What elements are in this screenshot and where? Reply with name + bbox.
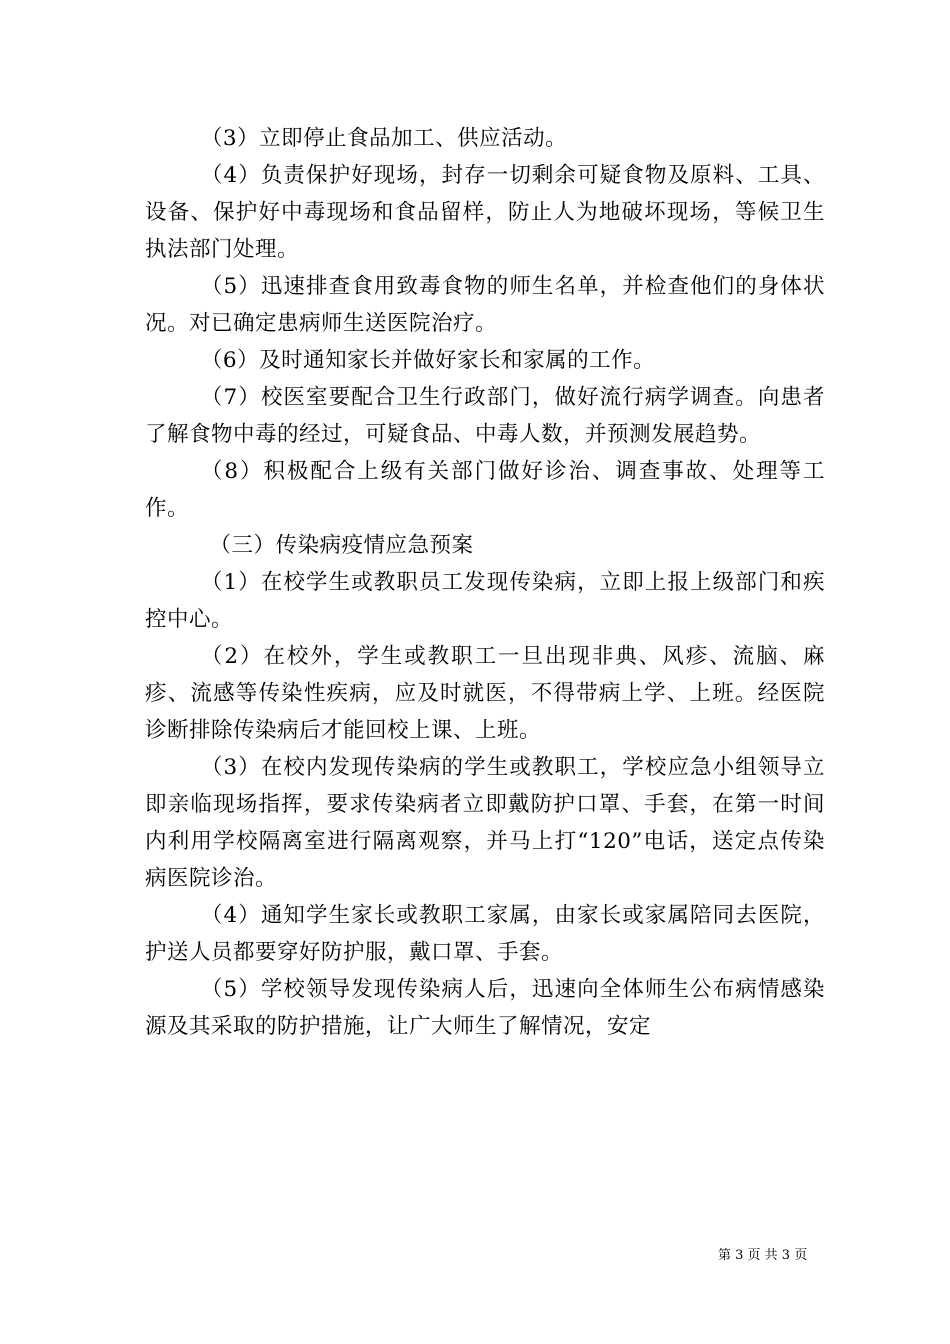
paragraph-notify-family: （4）通知学生家长或教职工家属，由家长或家属陪同去医院，护送人员都要穿好防护服，戴口罩、手套。 [145,903,825,965]
paragraph-cooperate-authorities: （8）积极配合上级有关部门做好诊治、调查事故、处理等工作。 [145,459,825,521]
paragraph-notify-parents: （6）及时通知家长并做好家长和家属的工作。 [200,348,656,373]
section-heading-infectious-disease: （三）传染病疫情应急预案 [209,533,474,558]
document-body [145,120,825,1045]
paragraph-food-stop-processing: （3）立即停止食品加工、供应活动。 [200,126,568,151]
paragraph-report-disease: （1）在校学生或教职员工发现传染病，立即上报上级部门和疾控中心。 [145,570,825,632]
page-number-footer: 第 3 页 共 3 页 [718,1248,808,1263]
paragraph-off-campus-illness: （2）在校外，学生或教职工一旦出现非典、风疹、流脑、麻疹、流感等传染性疾病，应及时就医，不得带病上学、上班。经医院诊断排除传染病后才能回校上课、上班。 [145,644,825,743]
paragraph-on-campus-isolation: （3）在校内发现传染病的学生或教职工，学校应急小组领导立即亲临现场指挥，要求传染病者立即戴防护口罩、手套，在第一时间内利用学校隔离室进行隔离观察，并马上打“120”电话，送定点传染病医院诊治。 [145,755,825,891]
paragraph-epidemiology-survey: （7）校医室要配合卫生行政部门，做好流行病学调查。向患者了解食物中毒的经过，可疑食品、中毒人数，并预测发展趋势。 [145,385,825,447]
paragraph-check-students: （5）迅速排查食用致毒食物的师生名单，并检查他们的身体状况。对已确定患病师生送医院治疗。 [145,274,825,336]
paragraph-protect-scene: （4）负责保护好现场，封存一切剩余可疑食物及原料、工具、设备、保护好中毒现场和食品留样，防止人为地破坏现场，等候卫生执法部门处理。 [145,163,825,262]
paragraph-announce-situation: （5）学校领导发现传染病人后，迅速向全体师生公布病情感染源及其采取的防护措施，让广大师生了解情况，安定 [145,977,825,1039]
